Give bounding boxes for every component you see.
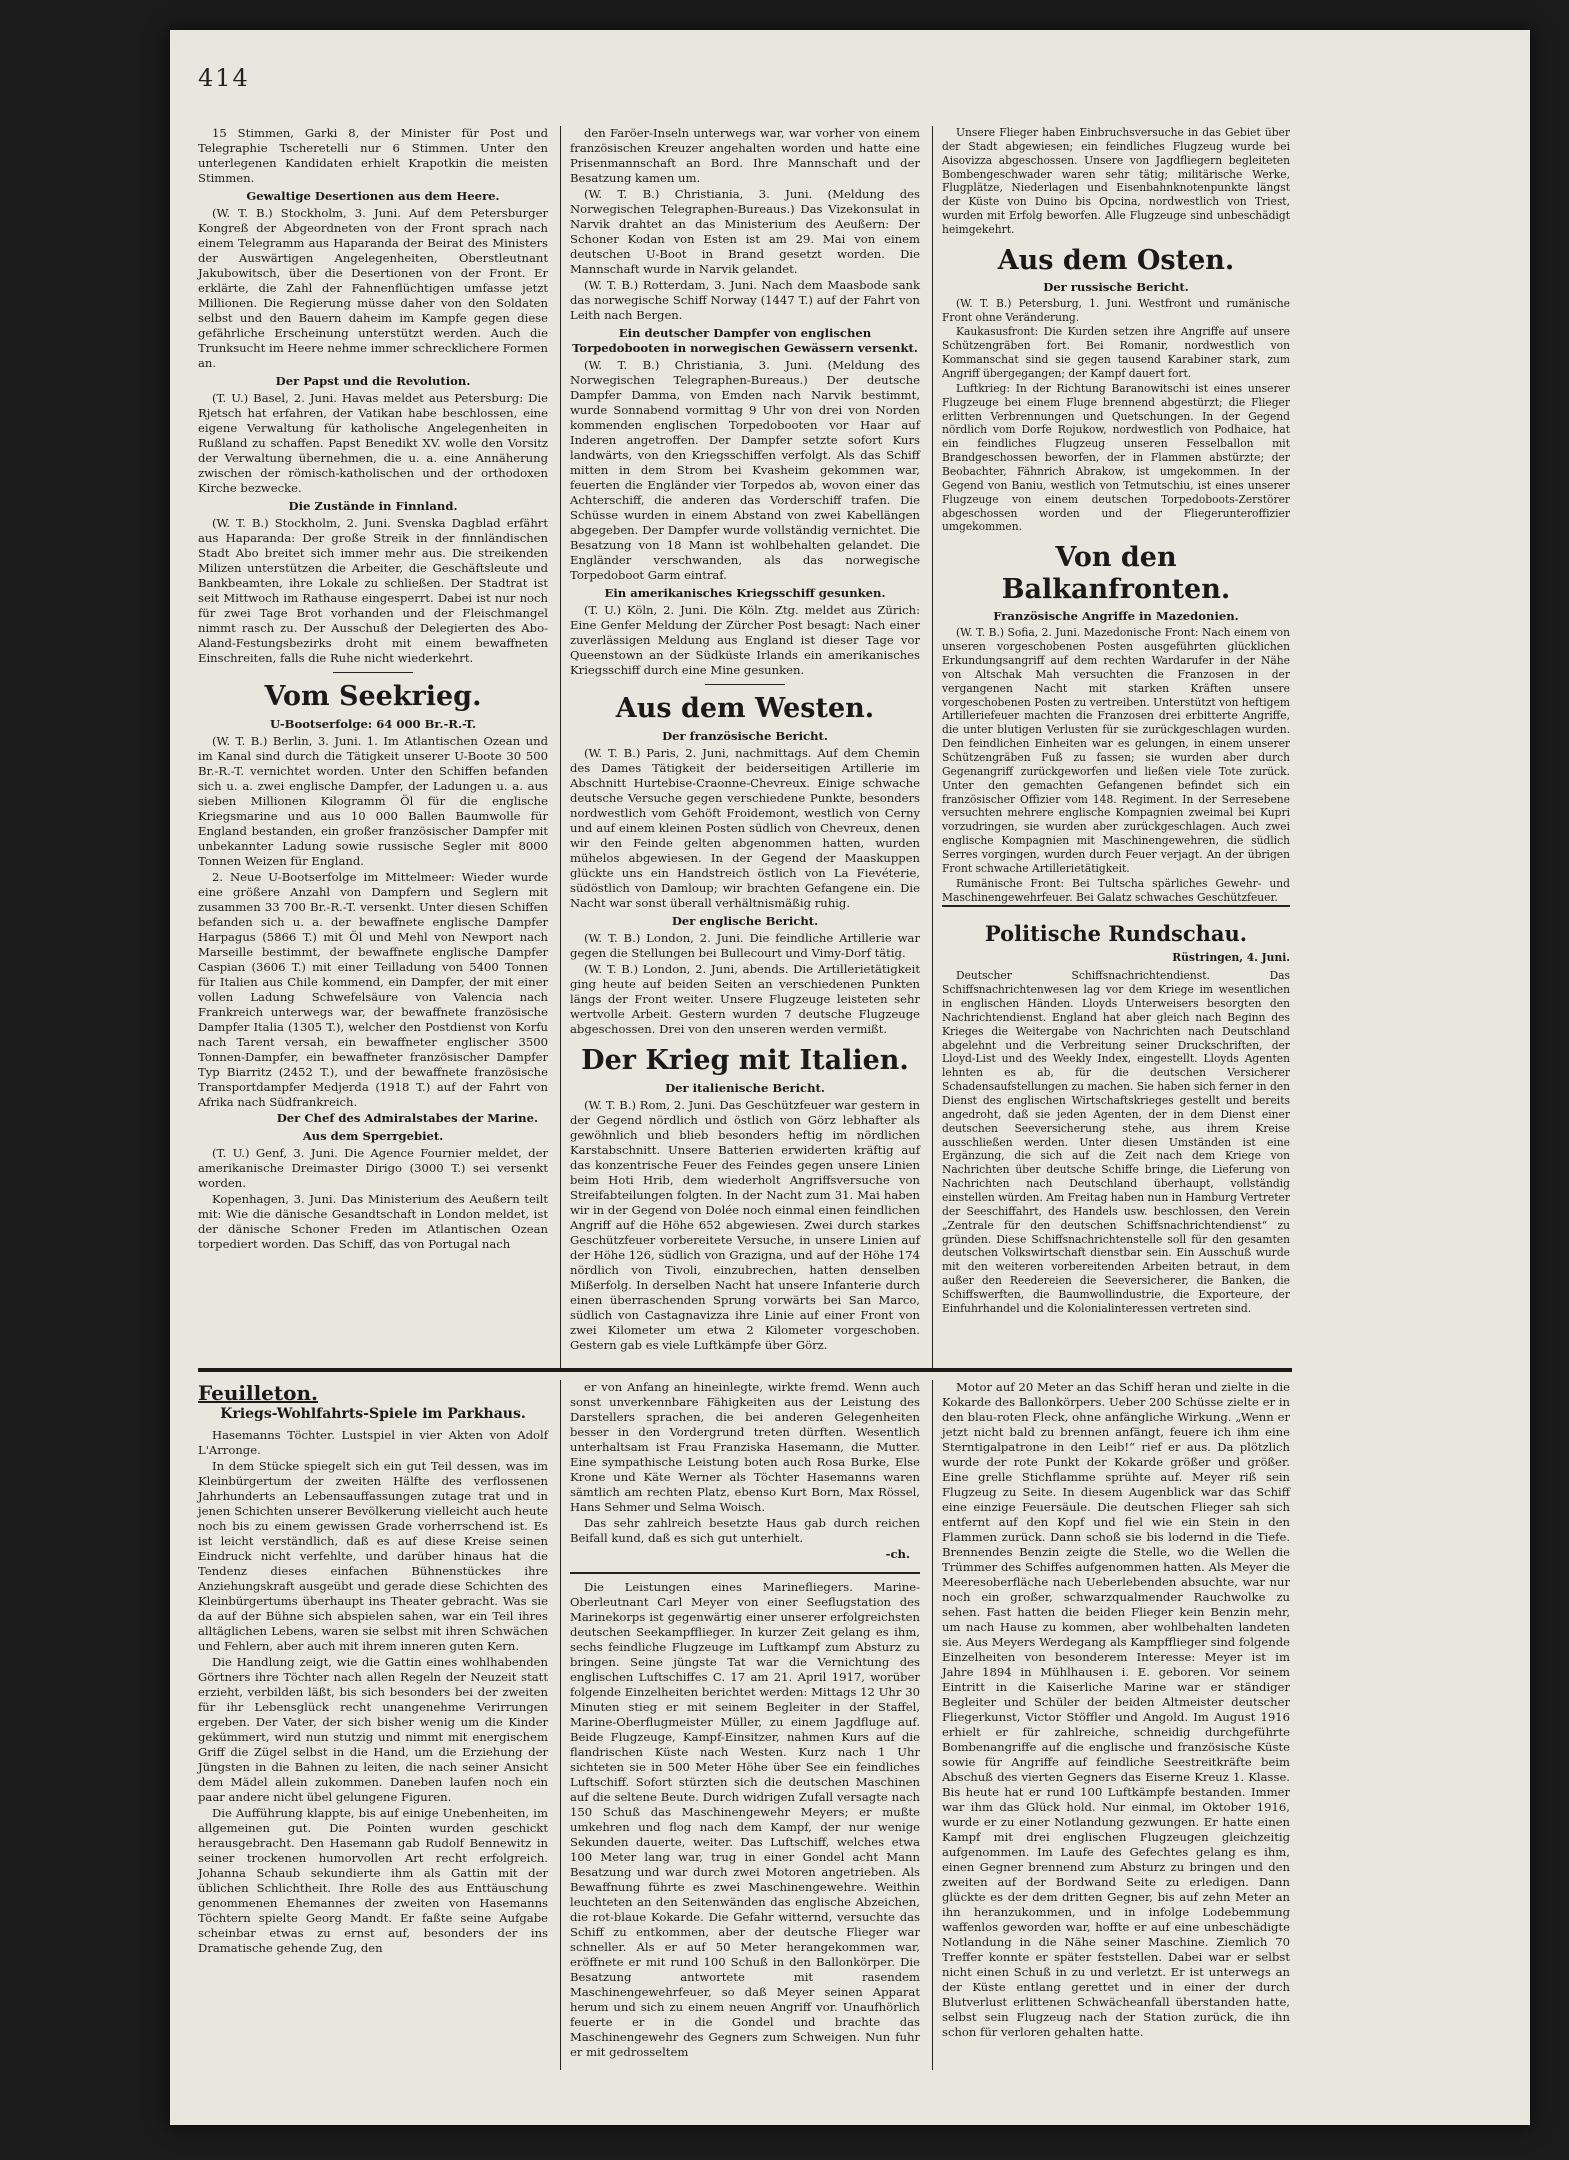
page-number: 414 (198, 64, 250, 92)
paragraph: (W. T. B.) Paris, 2. Juni, nachmittags. Auf dem Chemin des Dames Tätigkeit der beiderseitigen Artillerie im Abschnitt Hurtebise-Craonne-Chevreux. Einige schwache deutsche Versuche gegen verschiedene Punkte, besonders nordwestlich vom Gehöft Froidemont, westlich von Cerny und auf einem kleinen Posten südlich von Chevreux, denen wir den Feinde gelten abgenommen hatten, wurden mühelos abgewiesen. In der Gegend der Maaskuppen glückte uns ein Handstreich östlich von La Fievéterie, südöstlich von Damloup; wir brachten Gefangene ein. Die Nacht war sonst überall verhältnismäßig ruhig. (570, 746, 920, 910)
headline-osten: Aus dem Osten. (997, 244, 1235, 276)
feuilleton-column-3 (942, 1380, 1290, 2041)
paragraph: Deutscher Schiffsnachrichtendienst. Das Schiffsnachrichtenwesen lag vor dem Kriege im wesentlichen in englischen Händen. Lloyds Unterweisers besorgten den Nachrichtendienst. England hat aber gleich nach Beginn des Krieges die Weitergabe von Nachrichten nach Deutschland abgelehnt und die Verbreitung seiner Druckschriften, der Lloyd-List und des Weekly Index, eingestellt. Lloyds Agenten lehnten es ab, für die deutschen Versicherer Schadensaufstellungen zu machen. Sie haben sich ferner in den Dienst des englischen Wirtschaftskrieges gestellt und bereits angedroht, daß sie jeden Agenten, der in dem Dienst einer deutschen Seeversicherung stehe, aus ihrem Kreise ausschließen werden. Unter diesen Umständen ist eine Ergänzung, die sich auf die Zeit nach dem Kriege von Nachrichten über deutsche Schiffe bringe, die Lieferung von Nachrichten nach Deutschland überhaupt, vollständig einstellen würden. Am Freitag haben nun in Hamburg Vertreter der Seeschiffahrt, des Handels usw. beschlossen, den Verein „Zentrale für den deutschen Schiffsnachrichtendienst“ zu gründen. Diese Schiffsnachrichtenstelle soll für den gesamten deutschen Volkswirtschaft dienstbar sein. Ein Ausschuß wurde mit den weiteren vorbereitenden Arbeiten betraut, in dem außer den Reedereien die Seeversicherer, die Banken, die Schiffswerften, die Baumwollindustrie, die Exporteure, der Einfuhrhandel und die Kolonialinteressen vertreten sind. (942, 969, 1290, 1315)
play-heading: Kriegs-Wohlfahrts-Spiele im Parkhaus. (220, 1406, 526, 1422)
paragraph: Kaukasusfront: Die Kurden setzen ihre Angriffe auf unsere Schützengräben fort. Bei Romanir, nordwestlich von Kommanschat sind sie gegen tausend Karabiner stark, zum Angriff übergegangen; der Kampf dauert fort. (942, 325, 1290, 381)
paragraph: Hasemanns Töchter. Lustspiel in vier Akten von Adolf L'Arronge. (198, 1428, 548, 1457)
paragraph: Die Leistungen eines Marinefliegers. Marine-Oberleutnant Carl Meyer von einer Seeflugstation des Marinekorps ist gegenwärtig einer unserer erfolgreichsten deutschen Seekampfflieger. In kurzer Zeit gelang es ihm, sechs feindliche Flugzeuge im Luftkampf zum Absturz zu bringen. Seine jüngste Tat war die Vernichtung des englischen Luftschiffes C. 17 am 21. April 1917, worüber folgende Einzelheiten berichtet werden: Mittags 12 Uhr 30 Minuten stieg er mit seinem Begleiter in der Staffel, Marine-Oberflugmeister Müller, zu einem Jagdfluge auf. Beide Flugzeuge, Kampf-Einsitzer, nahmen Kurs auf die flandrischen Küste nach Westen. Kurz nach 1 Uhr sichteten sie in 500 Meter Höhe über See ein feindliches Luftschiff. Sofort stürzten sich die deutschen Maschinen auf die seltene Beute. Durch widrigen Zufall versagte nach 150 Schuß das Maschinengewehr Meyers; er mußte umkehren und flog nach dem Kampf, der nur wenige Sekunden dauerte, weiter. Das Luftschiff, welches etwa 100 Meter lang war, trug in einer Gondel acht Mann Besatzung und war durch zwei Motoren angetrieben. Als Bewaffnung führte es zwei Maschinengewehre. Weithin leuchteten an den Seitenwänden das englische Abzeichen, die rot-blaue Kokarde. Die Gefahr witternd, versuchte das Schiff zu entkommen, aber der deutsche Flieger war schneller. Als er auf 50 Meter herangekommen war, eröffnete er mit rund 100 Schuß in den Ballonkörper. Die Besatzung antwortete mit rasendem Maschinengewehrfeuer, so daß Meyer seinen Apparat herum und sich zu einem neuen Angriff vor. Unaufhörlich feuerte er in die Gondel und brachte das Maschinengewehr des Gegners zum Schweigen. Nun fuhr er mit gedrosseltem (570, 1580, 920, 2059)
headline-seekrieg: Vom Seekrieg. (264, 681, 482, 712)
paragraph: Die Aufführung klappte, bis auf einige Unebenheiten, im allgemeinen gut. Die Pointen wurden geschickt herausgebracht. Den Hasemann gab Rudolf Bennewitz in seiner trockenen humorvollen Art recht erfolgreich. Johanna Schaub sekundierte ihm als Gattin mit der üblichen Schlichtheit. Ihre Rolle des aus Enttäuschung genommenen Ehemannes der zweiten von Hasemanns Töchtern spielte Georg Mandt. Er faßte seine Aufgabe scheinbar etwas zu ernst auf, besonders der ins Dramatische gehende Zug, den (198, 1806, 548, 1955)
paragraph: Motor auf 20 Meter an das Schiff heran und zielte in die Kokarde des Ballonkörpers. Ueber 200 Schüsse zielte er in den blau-roten Fleck, ohne anfängliche Wirkung. „Wenn er jetzt nicht bald zu brennen anfängt, feuere ich ihm eine Sterntigalpatrone in den Leib!“ rief er aus. Da plötzlich wurde der rote Punkt der Kokarde größer und größer. Eine grelle Stichflamme sprühte auf. Meyer riß sein Flugzeug zu Seite. In diesem Augenblick war das Schiff eine einzige Feuersäule. Die deutschen Flieger sah sich entfernt auf den Kopf und fiel wie ein Stein in den Flammen zurück. Dann schoß sie bis lodernd in die Tiefe. Brennendes Benzin zeigte die Stelle, wo die Wellen die Trümmer des Schiffes aufgenommen hatten. Als Meyer die Meeresoberfläche nach Ueberlebenden absuchte, war nur noch ein großer, schwarzqualmender Rauchwolke zu sehen. Fast hatten die beiden Flieger kein Benzin mehr, um nach Hause zu kommen, aber wohlbehalten landeten sie. Aus Meyers Werdegang als Kampfflieger sind folgende Einzelheiten von besonderem Interesse: Meyer ist im Jahre 1894 in Mühlhausen i. E. geboren. Vor seinem Eintritt in die Kaiserliche Marine war er ständiger Begleiter und Schüler der beiden Altmeister deutscher Fliegerkunst, Victor Stöffler und Angold. Im August 1916 erhielt er für zahlreiche, schneidig durchgeführte Bombenangriffe auf die englische und französische Küste sowie für Angriffe auf feindliche Seestreitkräfte beim Abschuß des vierten Gegners das Eiserne Kreuz 1. Klasse. Bis heute hat er rund 100 Luftkämpfe bestanden. Immer war ihm das Glück hold. Nur einmal, im Oktober 1916, wurde er zu einer Notlandung gezwungen. Er hatte einen Kampf mit drei englischen Flugzeugen gleichzeitig aufgenommen. Im Laufe des Gefechtes gelang es ihm, einen Gegner brennend zum Absturz zu bringen und den zweiten auf der Bordwand Seite zu erledigen. Dann glückte es der dem dritten Gegner, bis auf zehn Meter an ihn heranzukommen, und in infolge Lodebemmung waffenlos geworden war, hoffte er auf eine unbeschädigte Notlandung in die Nähe seiner Maschine. Ziemlich 70 Treffer konnte er später feststellen. Dabei war er selbst nicht einen Schuß in zu und verletzt. Er ist unterwegs an der Küste entlang gerettet und in einer der durch Blutverlust erlittenen Schwächeanfall überstanden hatte, selbst sein Flugzeug nach der Station zurück, die ihn schon für verloren gehalten hatte. (942, 1380, 1290, 2039)
rundschau-box (942, 905, 1290, 1315)
paragraph: (W. T. B.) Rotterdam, 3. Juni. Nach dem Maasbode sank das norwegische Schiff Norway (1447 T.) auf der Fahrt von Leith nach Bergen. (570, 278, 920, 322)
paragraph: (W. T. B.) Petersburg, 1. Juni. Westfront und rumänische Front ohne Veränderung. (942, 296, 1290, 324)
signature: -ch. (885, 1547, 910, 1561)
feuilleton-rule (198, 1368, 1292, 1372)
headline-balkan: Von den Balkanfronten. (1001, 542, 1231, 606)
section-heading: Der französische Bericht. (662, 729, 828, 743)
subheading: U-Bootserfolge: 64 000 Br.-R.-T. (269, 717, 477, 731)
headline-westen: Aus dem Westen. (615, 693, 875, 724)
paragraph: Kopenhagen, 3. Juni. Das Ministerium des Aeußern teilt mit: Wie die dänische Gesandtschaft in London meldet, ist der dänische Schoner Freden im Atlantischen Ozean torpediert worden. Das Schiff, das von Portugal nach (198, 1192, 548, 1251)
paragraph: Die Handlung zeigt, wie die Gattin eines wohlhabenden Görtners ihre Töchter nach allen Regeln der Neuzeit statt erzieht, verbilden läßt, bis sich besonders bei der zweiten für ihr Lebensglück recht unangenehme Verirrungen ergeben. Der Vater, der sich bisher wenig um die Kinder gekümmert, wird nun stutzig und nimmt mit energischem Griff die Zügel selbst in die Hand, um die Erziehung der Jüngsten in die Bahnen zu leiten, die nach seiner Ansicht dem Mädel allein zukommen. Daneben laufen noch ein paar andere nicht übel gelungene Figuren. (198, 1655, 548, 1804)
paragraph: (T. U.) Köln, 2. Juni. Die Köln. Ztg. meldet aus Zürich: Eine Genfer Meldung der Zürcher Post besagt: Nach einer zuverlässigen Meldung aus England ist dieser Tage vor Queenstown an der Südküste Irlands ein amerikanisches Kriegsschiff durch eine Mine gesunken. (570, 603, 920, 677)
section-heading: Die Zustände in Finnland. (288, 499, 458, 513)
paragraph: In dem Stücke spiegelt sich ein gut Teil dessen, was im Kleinbürgertum der zweiten Hälfte des verflossenen Jahrhunderts an Lebensauffassungen zutage trat und in jenen Schichten unserer Bevölkerung vielleicht auch heute noch bis zu einem gewissen Grade vorherrschend ist. Es ist leicht verständlich, daß es auf diese Kreise seinen Eindruck nicht verfehlte, und darüber hinaus hat die Tendenz dieses einfachen Bühnenstückes ihre Anziehungskraft ausgeübt und gerade diese Schichten des Kleinbürgertums überhaupt ins Theater gebracht. Was sie da auf der Bühne sich abspielen sahen, war ein Teil ihres alltäglichen Lebens, waren sie selbst mit ihren Schwächen und Fehlern, aber auch mit ihrem inneren guten Kern. (198, 1459, 548, 1653)
paragraph: (W. T. B.) Berlin, 3. Juni. 1. Im Atlantischen Ozean und im Kanal sind durch die Tätigkeit unserer U-Boote 30 500 Br.-R.-T. vernichtet worden. Unter den Schiffen befanden sich u. a. zwei englische Dampfer, der Ladungen u. a. aus sieben Millionen Kilogramm Öl für die englische Kriegsmarine und aus 10 000 Ballen Baumwolle für England bestanden, ein großer französischer Dampfer mit unbekannter Ladung sowie russische Segler mit 8000 Tonnen Weizen für England. (198, 734, 548, 868)
column-3 (942, 126, 1290, 1317)
paragraph: (W. T. B.) London, 2. Juni. Die feindliche Artillerie war gegen die Stellungen bei Bullecourt und Vimy-Dorf tätig. (570, 931, 920, 960)
paragraph: Luftkrieg: In der Richtung Baranowitschi ist eines unserer Flugzeuge bei einem Fluge brennend abgestürzt; die Flieger erlitten Verbrennungen und Quetschungen. In der Gegend nördlich vom Dorfe Rojukow, nordwestlich von Podhaice, hat ein feindliches Flugzeug unseren Fesselballon mit Brandgeschossen beworfen, der in Flammen abstürzte; der Beobachter, Fähnrich Abrakow, ist umgekommen. In der Gegend von Baniu, westlich von Tetmutschiu, ist eines unserer Flugzeuge von einem deutschen Torpedoboots-Zerstörer abgeschossen worden und der Fliegerunteroffizier umgekommen. (942, 381, 1290, 534)
section-heading: Der Papst und die Revolution. (275, 374, 471, 388)
paragraph: 15 Stimmen, Garki 8, der Minister für Post und Telegraphie Tscheretelli nur 6 Stimmen. Unter den unterlegenen Kandidaten erhielt Krapotkin die meisten Stimmen. (198, 126, 548, 185)
section-heading: Der russische Bericht. (1043, 279, 1189, 294)
divider (705, 684, 785, 685)
feuilleton-column-1 (198, 1380, 548, 1957)
section-heading: Aus dem Sperrgebiet. (302, 1129, 444, 1143)
section-heading: Ein deutscher Dampfer von englischen Torpedobooten in norwegischen Gewässern versenkt. (572, 326, 918, 355)
paragraph: Rumänische Front: Bei Tultscha spärliches Gewehr- und Maschinengewehrfeuer. Bei Galatz schwaches Geschützfeuer. (942, 876, 1290, 904)
paragraph: den Faröer-Inseln unterwegs war, war vorher von einem französischen Kreuzer angehalten worden und hatte eine Prisenmannschaft an Bord. Ihre Mannschaft und der Besatzung kamen um. (570, 126, 920, 185)
paragraph: 2. Neue U-Bootserfolge im Mittelmeer: Wieder wurde eine größere Anzahl von Dampfern und Seglern mit zusammen 33 700 Br.-R.-T. versenkt. Unter diesen Schiffen befanden sich u. a. der bewaffnete englische Dampfer Harpagus (5866 T.) mit Öl und Mehl von Newport nach Marseille bestimmt, der bewaffnete englische Dampfer Caspian (3606 T.) mit einer Teilladung von 5400 Tonnen für Italien aus Chile kommend, ein Dampfer, der mit einer vollen Ladung Schwefelsäure von Valencia nach Frankreich unterwegs war, der bewaffnete französische Dampfer Italia (1305 T.), welcher den Postdienst von Korfu nach Tarent versah, ein bewaffneter englischer 3500 Tonnen-Dampfer, ein bewaffneter französischer Dampfer Typ Biarritz (2452 T.), und der bewaffnete französische Transportdampfer Medjerda (1918 T.) auf der Fahrt von Afrika nach Südfrankreich. (198, 870, 548, 1109)
paragraph: (W. T. B.) Christiania, 3. Juni. (Meldung des Norwegischen Telegraphen-Bureaus.) Der deutsche Dampfer Damma, von Emden nach Narvik bestimmt, wurde Sonnabend vormittag 9 Uhr von drei von Norden kommenden englischen Torpedobooten vor Haar auf Inderen angetroffen. Der Dampfer setzte sofort Kurs landwärts, von den Kriegsschiffen verfolgt. Als das Schiff mitten in dem Strom bei Kvasheim gekommen war, feuerten die Engländer vier Torpedos ab, wovon einer das Achterschiff, die anderen das Vorderschiff trafen. Die Schüsse wurden in einem Abstand von zwei Kabellängen abgegeben. Der Dampfer wurde vollständig vernichtet. Die Besatzung von 18 Mann ist wohlbehalten gelandet. Die Engländer verschwanden, als das norwegische Torpedoboot Garm eintraf. (570, 358, 920, 582)
dateline: Rüstringen, 4. Juni. (1172, 951, 1290, 965)
headline-italien: Der Krieg mit Italien. (581, 1045, 909, 1076)
section-heading: Der italienische Bericht. (665, 1081, 825, 1095)
headline-rundschau: Politische Rundschau. (984, 921, 1248, 947)
paragraph: (T. U.) Basel, 2. Juni. Havas meldet aus Petersburg: Die Rjetsch hat erfahren, der Vatikan habe beschlossen, eine eigene Verwaltung für katholische Angelegenheiten in Rußland zu schaffen. Papst Benedikt XV. wolle den Vorsitz der Verwaltung übernehmen, die u. a. eine Annäherung zwischen der römisch-katholischen und der orthodoxen Kirche bezwecke. (198, 391, 548, 495)
paragraph: (W. T. B.) Stockholm, 2. Juni. Svenska Dagblad erfährt aus Haparanda: Der große Streik in der finnländischen Stadt Abo breitet sich immer mehr aus. Die streikenden Milizen unterstützen die Arbeiter, die Geschäftsleute und Bankbeamten, ihre Lokale zu schließen. Der Stadtrat ist seit Mittwoch im Rathause eingesperrt. Dabei ist nur noch für zwei Tage Brot vorhanden und der Fleischmangel nimmt rasch zu. Der Ausschuß der Delegierten des Abo-Aland-Festungsbezirks droht mit einem bewaffneten Einschreiten, falls die Ruhe nicht wiederkehrt. (198, 516, 548, 665)
paragraph: er von Anfang an hineinlegte, wirkte fremd. Wenn auch sonst unverkennbare Fähigkeiten aus der Leistung des Darstellers sprachen, die bei anderen Gelegenheiten besser in den Vordergrund treten dürften. Wesentlich unterhaltsam ist Frau Franziska Hasemann, die Mutter. Eine sympathische Leistung boten auch Rosa Burke, Else Krone und Käte Werner als Töchter Hasemanns waren sämtlich am rechten Platz, ebenso Kurt Born, Max Rössel, Hans Sehmer und Selma Woisch. (570, 1380, 920, 1514)
column-2 (570, 126, 920, 1354)
signature: Der Chef des Admiralstabes der Marine. (276, 1111, 538, 1125)
newspaper-page (170, 30, 1530, 2125)
section-heading: Der englische Bericht. (671, 914, 819, 928)
marine-article (570, 1572, 920, 2060)
column-1 (198, 126, 548, 1253)
paragraph: (W. T. B.) Christiania, 3. Juni. (Meldung des Norwegischen Telegraphen-Bureaus.) Das Vizekonsulat in Narvik drahtet an das Ministerium des Aeußern: Der Schoner Kodan von Esten ist am 29. Mai von einem deutschen U-Boot in Brand gesetzt worden. Die Mannschaft wurde in Narvik gelandet. (570, 187, 920, 276)
section-heading: Ein amerikanisches Kriegsschiff gesunken. (604, 586, 886, 600)
section-heading: Französische Angriffe in Mazedonien. (993, 609, 1239, 624)
column-rule (560, 126, 561, 1371)
divider (333, 672, 413, 673)
paragraph: (W. T. B.) Stockholm, 3. Juni. Auf dem Petersburger Kongreß der Abgeordneten von der Front sprach nach einem Telegramm aus Haparanda der Beirat des Ministers der Auswärtigen Angelegenheiten, Oberstleutnant Jakubowitsch, über die Desertionen von der Front. Er erklärte, die Zahl der Fahnenflüchtigen umfasse jetzt Millionen. Die Regierung müsse daher von den Soldaten selbst und den Bauern daheim im Kampfe gegen diese gefährliche Erscheinung unterstützt werden. Auch die Trunksucht im Heere nehme immer schrecklichere Formen an. (198, 206, 548, 370)
feuilleton-column-2 (570, 1380, 920, 2061)
paragraph: Unsere Flieger haben Einbruchsversuche in das Gebiet über der Stadt abgewiesen; ein feindliches Flugzeug wurde bei Aisovizza abgeschossen. Unsere von Jagdfliegern begleiteten Bombengeschwader waren sehr tätig; militärische Werke, Flugplätze, Niederlagen und Eisenbahnknotenpunkte längst der Küste von Duino bis Opcina, nordwestlich von Triest, wurden mit Erfolg beworfen. Alle Flugzeuge sind unbeschädigt heimgekehrt. (942, 126, 1290, 237)
paragraph: (W. T. B.) Sofia, 2. Juni. Mazedonische Front: Nach einem von unseren vorgeschobenen Posten ausgeführten glücklichen Erkundungsangriff auf dem rechten Wardarufer in der Nähe von Altschak Mah versuchten die Franzosen in der vergangenen Nacht mit starken Kräften unsere vorgeschobenen Posten zu vertreiben. Unterstützt von heftigem Artilleriefeuer machten die Franzosen drei erbitterte Angriffe, die unter blutigen Verlusten für sie zurückgeschlagen wurden. Den feindlichen Einheiten war es gelungen, in einem unserer Schützengräben Fuß zu fassen; sie wurden aber durch Gegenangriff zurückgeworfen und ließen viele Tote zurück. Unter den gemachten Gefangenen befindet sich ein französischer Offizier vom 148. Regiment. In der Serresebene versuchten mehrere englische Kompagnien zweimal bei Kupri vorzudringen, sie wurden aber zurückgeschlagen. Auch zwei englische Kompagnien mit Maschinengewehren, die südlich Serres vorgingen, wurden durch Feuer verjagt. An der übrigen Front schwache Artillerietätigkeit. (942, 626, 1290, 875)
paragraph: Das sehr zahlreich besetzte Haus gab durch reichen Beifall kund, daß es sich gut unterhielt. (570, 1516, 920, 1545)
column-rule (932, 126, 933, 1371)
section-heading: Gewaltige Desertionen aus dem Heere. (246, 189, 500, 203)
column-rule (932, 1380, 933, 2070)
paragraph: (T. U.) Genf, 3. Juni. Die Agence Fournier meldet, der amerikanische Dreimaster Dirigo (3000 T.) sei versenkt worden. (198, 1146, 548, 1190)
paragraph: (W. T. B.) London, 2. Juni, abends. Die Artillerietätigkeit ging heute auf beiden Seiten an verschiedenen Punkten längs der Front weiter. Unsere Flugzeuge leisteten sehr wertvolle Arbeit. Gestern wurden 7 deutsche Flugzeuge abgeschossen. Drei von den unseren werden vermißt. (570, 962, 920, 1036)
column-rule (560, 1380, 561, 2070)
feuilleton-heading: Feuilleton. (198, 1381, 318, 1405)
paragraph: (W. T. B.) Rom, 2. Juni. Das Geschützfeuer war gestern in der Gegend nördlich und östlich von Görz lebhafter als gewöhnlich und blieb besonders heftig im nördlichen Karstabschnitt. Unsere Batterien erwiderten kräftig auf das konzentrische Feuer des Feindes gegen unsere Linien beim Hoti Hrib, dem wiederholt Angriffsversuche von Streifabteilungen folgten. In der Nacht zum 31. Mai haben wir in der Gegend von Dolée noch einmal einen feindlichen Angriff auf die Höhe 652 abgewiesen. Zwei durch starkes Geschützfeuer vorbereitete Versuche, in unsere Linien auf der Höhe 126, südlich von Grazigna, und auf der Höhe 174 nördlich von Tivoli, einzubrechen, hatten denselben Mißerfolg. In derselben Nacht hat unsere Infanterie durch einen überraschenden Sprung vorwärts bei San Marco, südlich von Castagnavizza ihre Linie auf einer Front von zwei Kilometer um etwa 2 Kilometer vorgeschoben. Gestern gab es viele Luftkämpfe über Görz. (570, 1098, 920, 1352)
